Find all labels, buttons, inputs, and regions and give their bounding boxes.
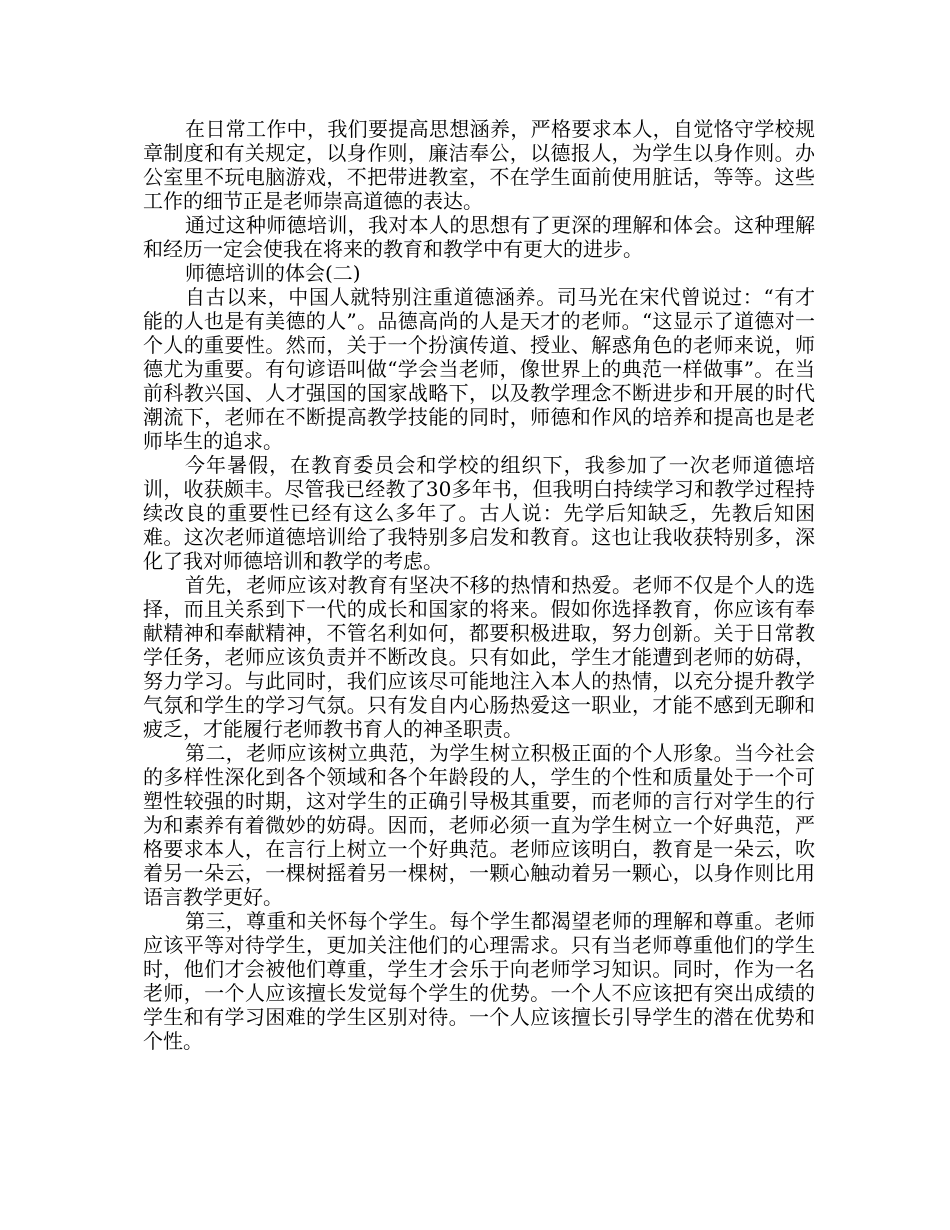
paragraph-training-reflection: 通过这种师德培训，我对本人的思想有了更深的理解和体会。这种理解和经历一定会使我在将来的教育和教学中有更大的进步。 xyxy=(143,213,815,261)
paragraph-first-point: 首先，老师应该对教育有坚决不移的热情和热爱。老师不仅是个人的选择，而且关系到下一代的成长和国家的将来。假如你选择教育，你应该有奉献精神和奉献精神，不管名利如何，都要积极进取，努力创新。关于日常教学任务，老师应该负责并不断改良。只有如此，学生才能遭到老师的妨碍，努力学习。与此同时，我们应该尽可能地注入本人的热情，以充分提升教学气氛和学生的学习气氛。只有发自内心肠热爱这一职业，才能不感到无聊和疲乏，才能履行老师教书育人的神圣职责。 xyxy=(143,573,815,741)
section-title: 师德培训的体会(二) xyxy=(185,261,361,285)
paragraph-third-point: 第三，尊重和关怀每个学生。每个学生都渴望老师的理解和尊重。老师应该平等对待学生，更加关注他们的心理需求。只有当老师尊重他们的学生时，他们才会被他们尊重，学生才会乐于向老师学习知识。同时，作为一名老师，一个人应该擅长发觉每个学生的优势。一个人不应该把有突出成绩的学生和有学习困难的学生区别对待。一个人应该擅长引导学生的潜在优势和个性。 xyxy=(143,909,815,1053)
paragraph-morality-history: 自古以来，中国人就特别注重道德涵养。司马光在宋代曾说过：“有才能的人也是有美德的人”。品德高尚的人是天才的老师。“这显示了道德对一个人的重要性。然而，关于一个扮演传道、授业、解惑角色的老师来说，师德尤为重要。有句谚语叫做“学会当老师，像世界上的典范一样做事”。在当前科教兴国、人才强国的国家战略下，以及教学理念不断进步和开展的时代潮流下，老师在不断提高教学技能的同时，师德和作风的培养和提高也是老师毕生的追求。 xyxy=(143,285,815,453)
document-body xyxy=(143,117,815,1053)
paragraph-second-point: 第二，老师应该树立典范，为学生树立积极正面的个人形象。当今社会的多样性深化到各个领域和各个年龄段的人，学生的个性和质量处于一个可塑性较强的时期，这对学生的正确引导极其重要，而老师的言行对学生的行为和素养有着微妙的妨碍。因而，老师必须一直为学生树立一个好典范，严格要求本人，在言行上树立一个好典范。老师应该明白，教育是一朵云，吹着另一朵云，一棵树摇着另一棵树，一颗心触动着另一颗心，以身作则比用语言教学更好。 xyxy=(143,741,815,909)
paragraph-summer-training: 今年暑假，在教育委员会和学校的组织下，我参加了一次老师道德培训，收获颇丰。尽管我已经教了30多年书，但我明白持续学习和教学过程持续改良的重要性已经有这么多年了。古人说：先学后知缺乏，先教后知困难。这次老师道德培训给了我特别多启发和教育。这也让我收获特别多，深化了我对师德培训和教学的考虑。 xyxy=(143,453,815,573)
paragraph-daily-work: 在日常工作中，我们要提高思想涵养，严格要求本人，自觉恪守学校规章制度和有关规定，以身作则，廉洁奉公，以德报人，为学生以身作则。办公室里不玩电脑游戏，不把带进教室，不在学生面前使用脏话，等等。这些工作的细节正是老师崇高道德的表达。 xyxy=(143,117,815,213)
